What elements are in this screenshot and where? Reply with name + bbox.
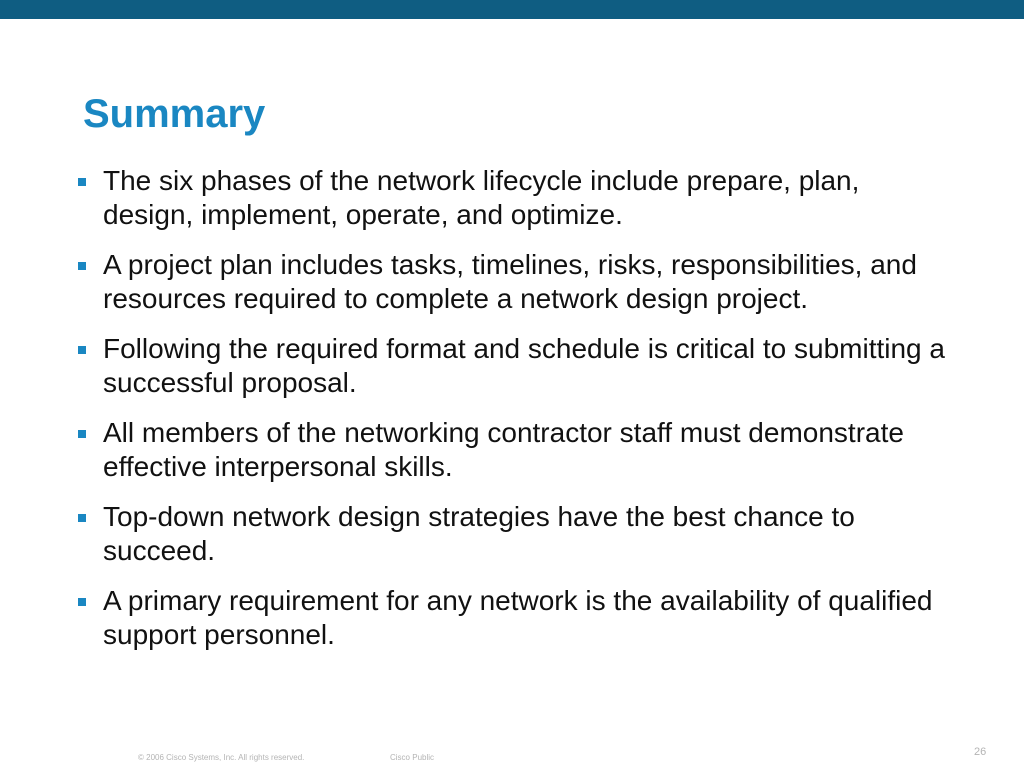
- square-bullet-icon: [78, 346, 86, 354]
- square-bullet-icon: [78, 514, 86, 522]
- footer-classification: Cisco Public: [390, 753, 435, 762]
- page-number: 26: [974, 746, 987, 758]
- square-bullet-icon: [78, 598, 86, 606]
- bullet-text: Following the required format and schedule is critical to submitting a successful proposal.: [103, 333, 945, 398]
- footer-copyright: © 2006 Cisco Systems, Inc. All rights reserved.: [138, 753, 305, 762]
- bullet-item: [77, 248, 957, 316]
- square-bullet-icon: [78, 178, 86, 186]
- bullet-text: The six phases of the network lifecycle include prepare, plan, design, implement, operate, and optimize.: [103, 165, 860, 230]
- bullet-text: A primary requirement for any network is the availability of qualified support personnel.: [103, 585, 933, 650]
- bullet-text: A project plan includes tasks, timelines, risks, responsibilities, and resources required to complete a network design project.: [103, 249, 917, 314]
- bullet-item: [77, 164, 957, 232]
- square-bullet-icon: [78, 430, 86, 438]
- bullet-text: Top-down network design strategies have the best chance to succeed.: [103, 501, 855, 566]
- bullet-item: [77, 500, 957, 568]
- top-banner-bar: [0, 0, 1024, 19]
- bullet-item: [77, 332, 957, 400]
- bullet-item: [77, 416, 957, 484]
- bullet-list: [77, 164, 957, 668]
- bullet-text: All members of the networking contractor staff must demonstrate effective interpersonal skills.: [103, 417, 904, 482]
- square-bullet-icon: [78, 262, 86, 270]
- slide-title: Summary: [83, 92, 266, 136]
- bullet-item: [77, 584, 957, 652]
